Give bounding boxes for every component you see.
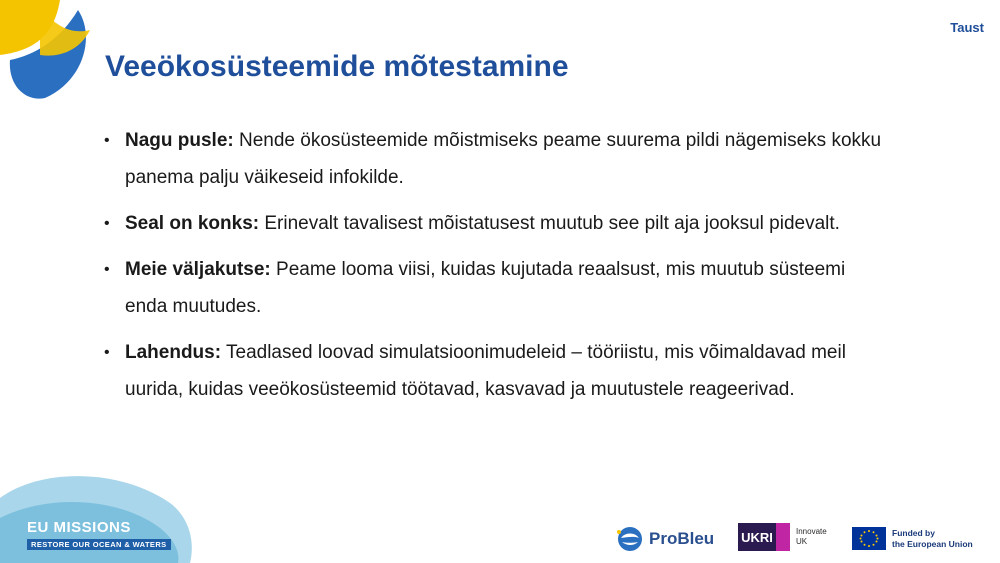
page-title: Veeökosüsteemide mõtestamine [105, 50, 569, 83]
probleu-icon [615, 524, 645, 554]
eu-missions-title: EU MISSIONS [27, 519, 131, 536]
bullet-text: Teadlased loovad simulatsioonimudeleid – tööriistu, mis võimaldavad meil uurida, kuidas veeökosüsteemid töötavad, kasvavad ja muutustele reageerivad. [125, 342, 846, 400]
funded-line1: Funded by [892, 527, 935, 538]
bullet-icon: • [104, 215, 110, 232]
brand-logo [0, 0, 100, 100]
eu-funding-logo [852, 527, 973, 550]
list-item [104, 205, 884, 242]
bullet-icon: • [104, 261, 110, 278]
innovate-uk-logo [738, 523, 827, 551]
list-item [104, 251, 884, 325]
list-item [104, 334, 884, 408]
funded-by-text [892, 528, 973, 550]
probleu-name: ProBleu [649, 529, 715, 548]
ukri-badge: UKRI [738, 523, 776, 551]
eu-flag-icon [852, 527, 886, 550]
innovate-line2: UK [796, 537, 808, 546]
innovate-line1: Innovate [796, 527, 827, 536]
bullet-text: Nende ökosüsteemide mõistmiseks peame suurema pildi nägemiseks kokku panema palju väikeseid infokilde. [125, 130, 882, 188]
funded-line2: the European Union [892, 538, 973, 549]
bullet-list [104, 122, 884, 417]
innovate-uk-mark [776, 523, 790, 551]
bullet-icon: • [104, 132, 110, 149]
list-item [104, 122, 884, 196]
bullet-icon: • [104, 344, 110, 361]
eu-missions-subtitle: RESTORE OUR OCEAN & WATERS [27, 539, 171, 550]
section-tag: Taust [950, 20, 984, 35]
bullet-heading: Nagu pusle: [125, 130, 234, 151]
bullet-heading: Seal on konks: [125, 213, 260, 234]
bullet-heading: Lahendus: [125, 342, 222, 363]
bullet-text: Erinevalt tavalisest mõistatusest muutub see pilt aja jooksul pidevalt. [259, 213, 840, 234]
bullet-heading: Meie väljakutse: [125, 259, 271, 280]
bullet-text: Peame looma viisi, kuidas kujutada reaalsust, mis muutub süsteemi enda muutudes. [125, 259, 846, 317]
innovate-uk-text [796, 527, 827, 547]
probleu-logo [615, 524, 714, 554]
